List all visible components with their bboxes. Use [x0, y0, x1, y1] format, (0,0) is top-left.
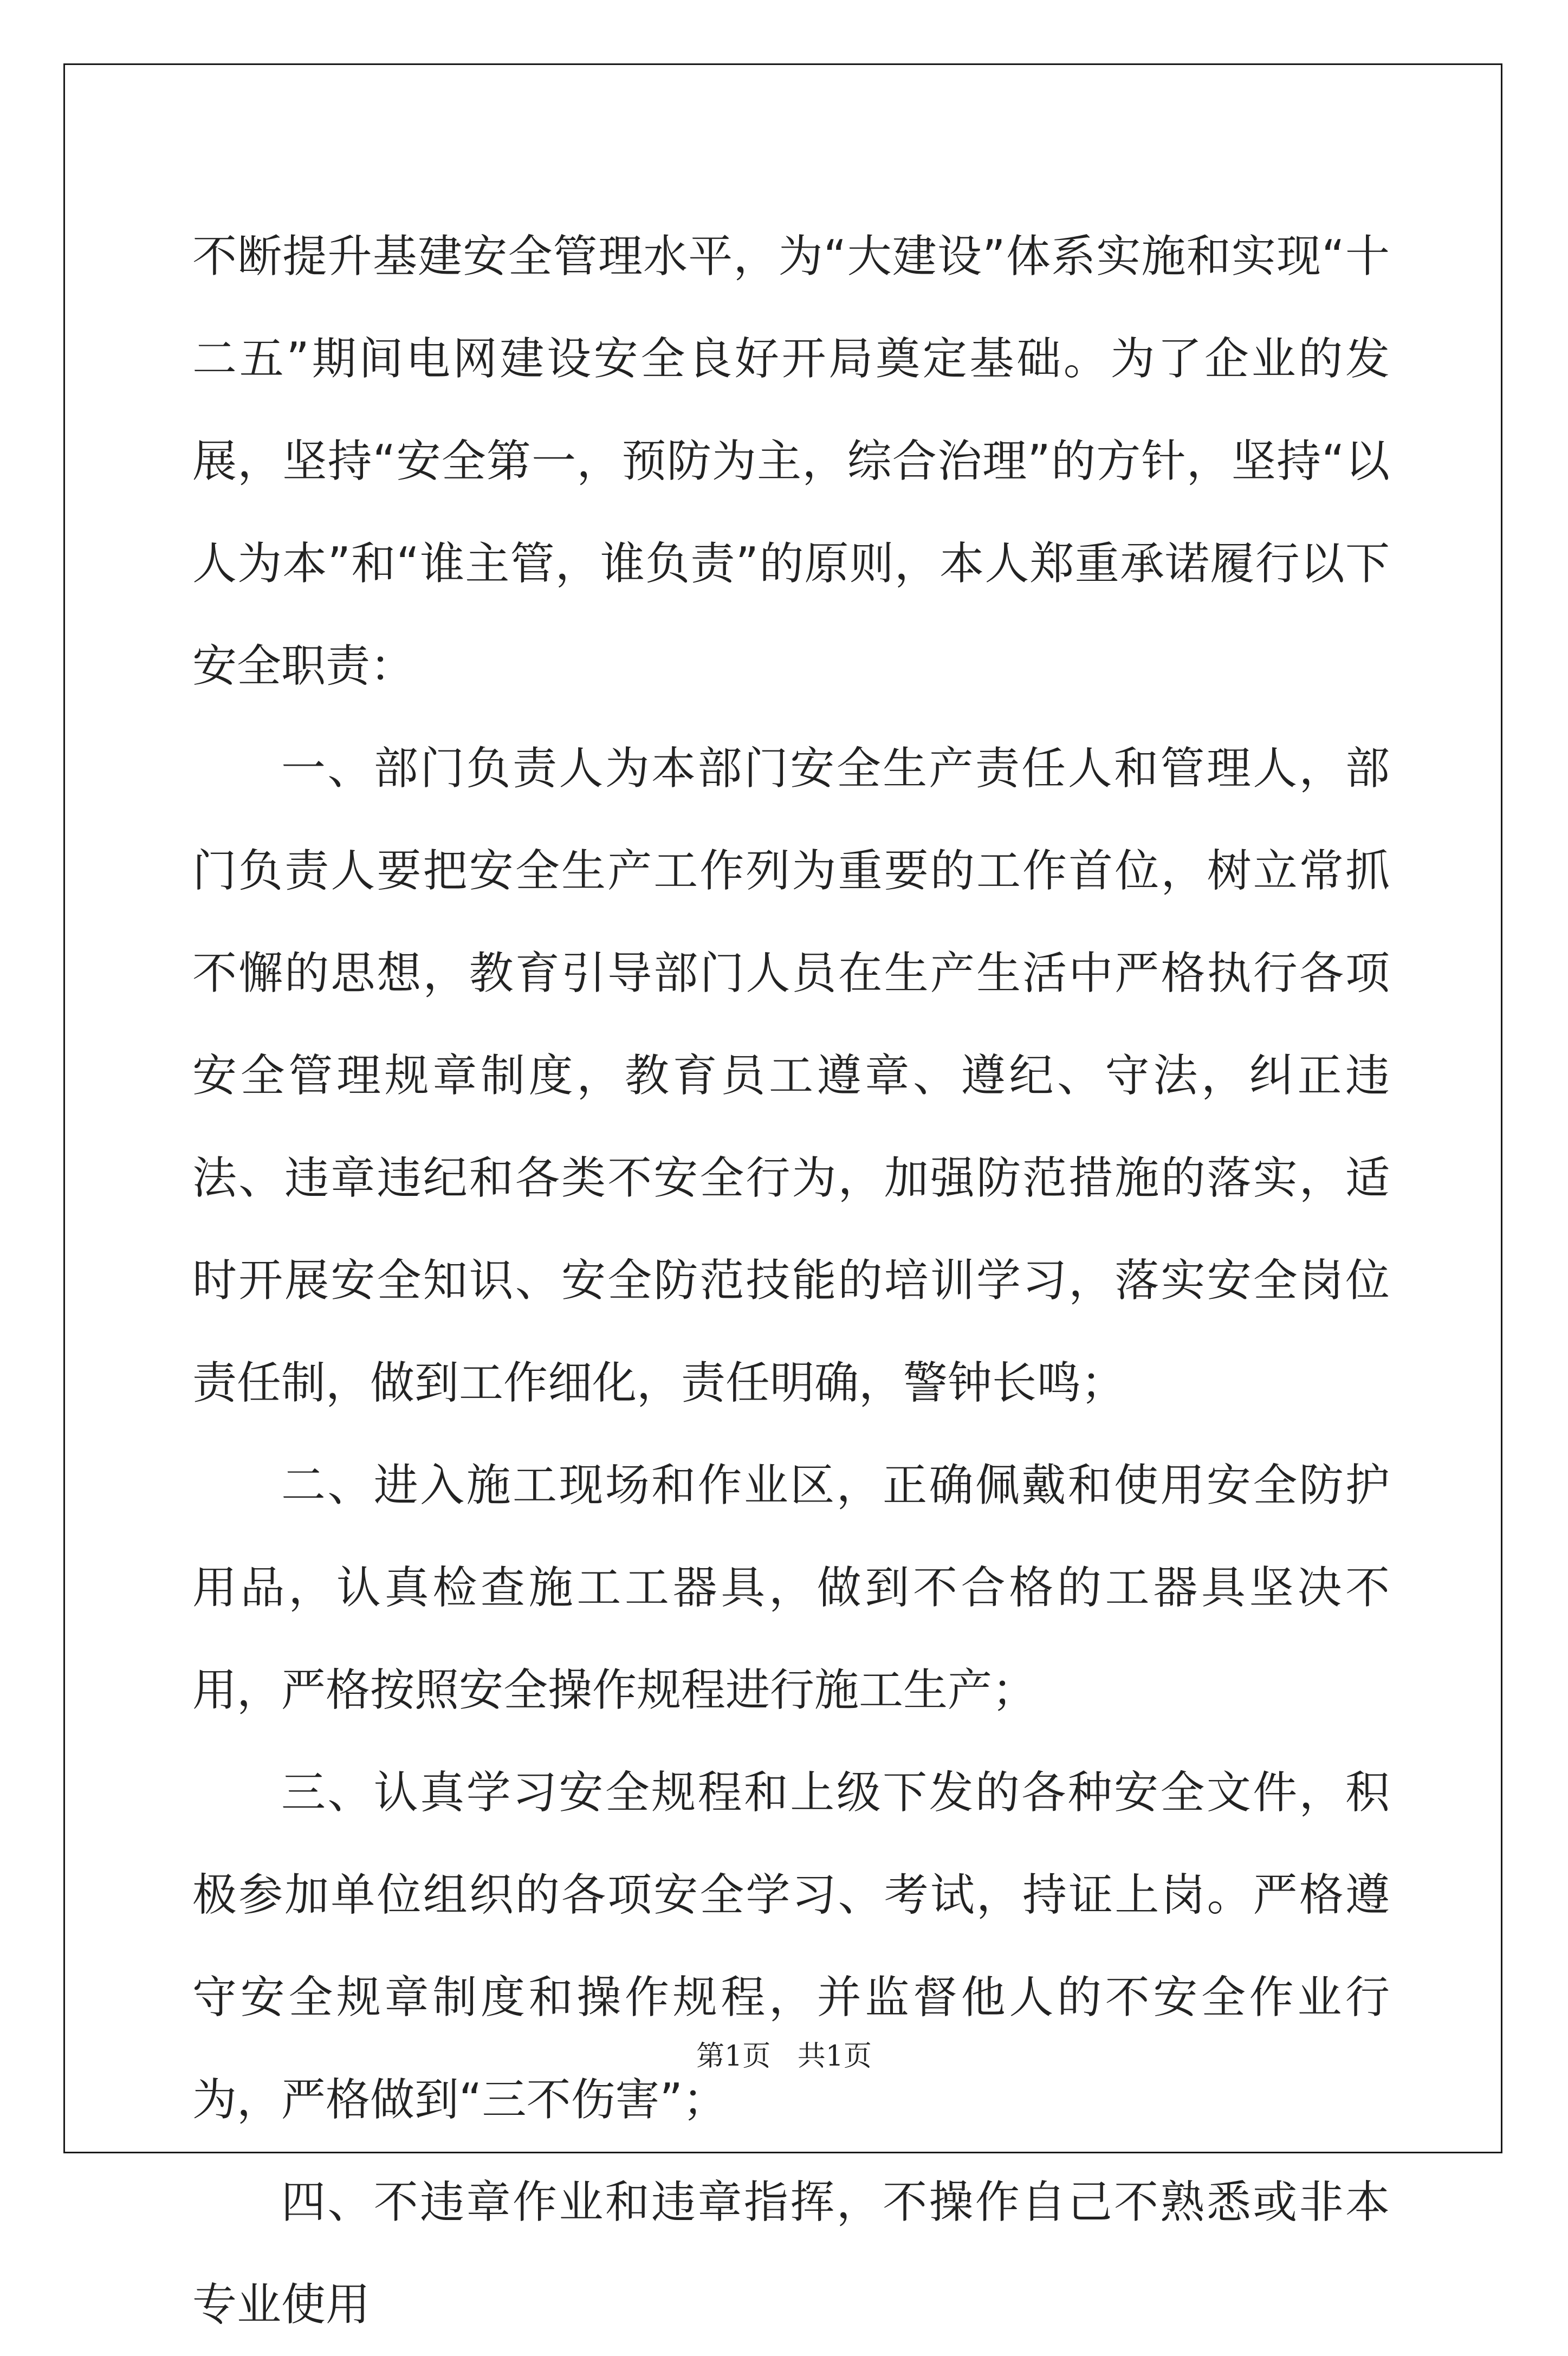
page-footer: 第1页 共1页 — [696, 2040, 872, 2073]
paragraph-item-3: 三、认真学习安全规程和上级下发的各种安全文件，积极参加单位组织的各项安全学习、考试，持证上岗。严格遵守安全规章制度和操作规程，并监督他人的不安全作业行为，严格做到“三不伤害”； — [192, 1767, 1390, 2126]
paragraph-item-2: 二、进入施工现场和作业区，正确佩戴和使用安全防护用品，认真检查施工工器具，做到不合格的工器具坚决不用，严格按照安全操作规程进行施工生产； — [192, 1460, 1390, 1716]
paragraph-item-4: 四、不违章作业和违章指挥，不操作自己不熟悉或非本专业使用 — [192, 2177, 1390, 2331]
paragraph-intro: 不断提升基建安全管理水平，为“大建设”体系实施和实现“十二五”期间电网建设安全良好开局奠定基础。为了企业的发展，坚持“安全第一，预防为主，综合治理”的方针，坚持“以人为本”和“谁主管，谁负责”的原则，本人郑重承诺履行以下安全职责： — [192, 231, 1390, 692]
paragraph-item-1: 一、部门负责人为本部门安全生产责任人和管理人，部门负责人要把安全生产工作列为重要的工作首位，树立常抓不懈的思想，教育引导部门人员在生产生活中严格执行各项安全管理规章制度，教育员工遵章、遵纪、守法，纠正违法、违章违纪和各类不安全行为，加强防范措施的落实，适时开展安全知识、安全防范技能的培训学习，落实安全岗位责任制，做到工作细化，责任明确，警钟长鸣； — [192, 743, 1390, 1409]
